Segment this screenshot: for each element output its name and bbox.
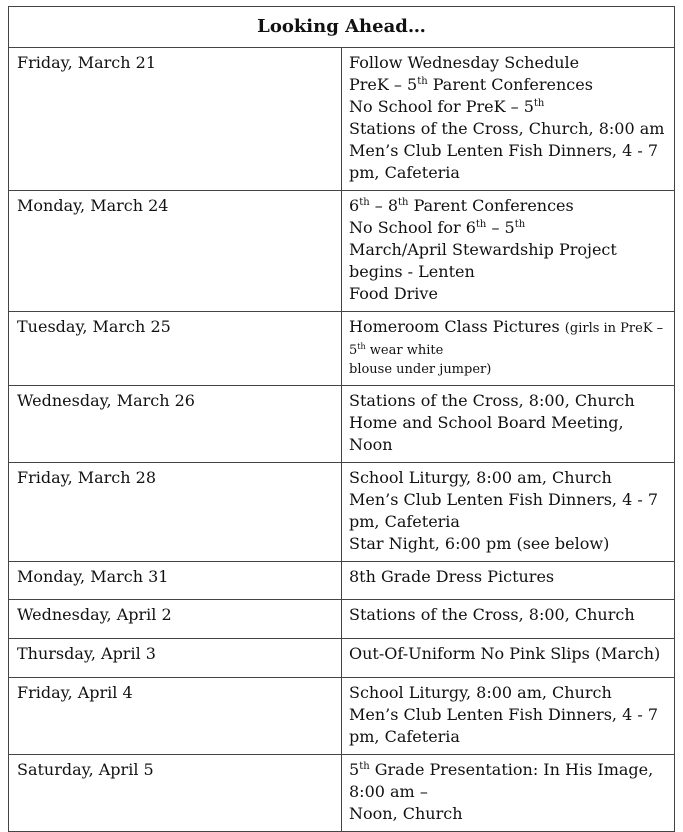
superscript: th	[533, 98, 545, 109]
event-line	[349, 74, 668, 96]
event-text: Parent Conferences	[408, 196, 574, 215]
table-row	[9, 191, 675, 312]
table-row	[9, 386, 675, 463]
event-text: 8th Grade Dress Pictures	[349, 567, 555, 586]
event-line	[349, 316, 668, 360]
event-text: Stations of the Cross, 8:00, Church	[349, 391, 635, 410]
event-text: Home and School Board Meeting, Noon	[349, 413, 624, 454]
date-cell: Friday, March 21	[9, 48, 342, 191]
superscript: th	[514, 219, 526, 230]
event-line	[349, 643, 668, 665]
superscript: th	[359, 761, 370, 772]
event-line	[349, 604, 668, 626]
event-text: 5	[349, 760, 360, 779]
event-line	[349, 412, 668, 456]
event-text: Out-Of-Uniform No Pink Slips (March)	[349, 644, 661, 663]
events-cell	[342, 463, 675, 562]
event-text: No School for 6	[349, 218, 476, 237]
events-cell	[342, 312, 675, 386]
event-line	[349, 217, 668, 239]
events-cell	[342, 600, 675, 639]
event-line	[349, 52, 668, 74]
event-text: blouse under jumper)	[349, 362, 492, 377]
event-text: PreK – 5	[349, 75, 418, 94]
table-row	[9, 463, 675, 562]
events-cell	[342, 386, 675, 463]
superscript: th	[398, 197, 409, 208]
event-text: Noon, Church	[349, 804, 463, 823]
table-row	[9, 678, 675, 755]
date-cell: Monday, March 31	[9, 562, 342, 600]
events-cell	[342, 562, 675, 600]
table-row	[9, 312, 675, 386]
schedule-table	[8, 6, 675, 832]
superscript: th	[475, 219, 487, 230]
date-cell: Thursday, April 3	[9, 639, 342, 678]
event-text: School Liturgy, 8:00 am, Church	[349, 468, 612, 487]
event-text: Stations of the Cross, Church, 8:00 am	[349, 119, 665, 138]
event-text: No School for PreK – 5	[349, 97, 534, 116]
event-text: Follow Wednesday Schedule	[349, 53, 580, 72]
event-text: School Liturgy, 8:00 am, Church	[349, 683, 612, 702]
events-cell	[342, 639, 675, 678]
events-cell	[342, 48, 675, 191]
event-text: March/April Stewardship Project begins - Lenten	[349, 240, 617, 281]
event-line	[349, 118, 668, 140]
table-row	[9, 639, 675, 678]
events-cell	[342, 678, 675, 755]
events-cell	[342, 191, 675, 312]
event-text: Food Drive	[349, 284, 438, 303]
event-line	[349, 283, 668, 305]
event-text: Men’s Club Lenten Fish Dinners, 4 - 7 pm, Cafeteria	[349, 490, 659, 531]
event-text: Star Night, 6:00 pm (see below)	[349, 534, 610, 553]
events-cell	[342, 755, 675, 832]
event-line	[349, 759, 668, 803]
event-line	[349, 239, 668, 283]
event-line	[349, 682, 668, 704]
event-note-text: wear white	[365, 343, 444, 358]
table-row	[9, 48, 675, 191]
event-line	[349, 566, 668, 588]
event-line	[349, 360, 668, 379]
event-line	[349, 96, 668, 118]
event-text: Stations of the Cross, 8:00, Church	[349, 605, 635, 624]
event-text: Parent Conferences	[427, 75, 593, 94]
date-cell: Friday, March 28	[9, 463, 342, 562]
date-cell: Saturday, April 5	[9, 755, 342, 832]
event-line	[349, 390, 668, 412]
event-text: Men’s Club Lenten Fish Dinners, 4 - 7 pm, Cafeteria	[349, 141, 659, 182]
event-text: – 5	[486, 218, 515, 237]
date-cell: Wednesday, April 2	[9, 600, 342, 639]
date-cell: Wednesday, March 26	[9, 386, 342, 463]
date-cell: Friday, April 4	[9, 678, 342, 755]
event-text: 6	[349, 196, 360, 215]
table-row	[9, 562, 675, 600]
event-line	[349, 704, 668, 748]
date-cell: Monday, March 24	[9, 191, 342, 312]
event-text: Grade Presentation: In His Image, 8:00 am –	[349, 760, 654, 801]
event-note-text: (girls in PreK – 5	[349, 321, 664, 358]
event-line	[349, 489, 668, 533]
event-line	[349, 140, 668, 184]
event-text: – 8	[369, 196, 399, 215]
event-text: Men’s Club Lenten Fish Dinners, 4 - 7 pm, Cafeteria	[349, 705, 659, 746]
event-line	[349, 533, 668, 555]
table-row	[9, 600, 675, 639]
table-title: Looking Ahead…	[9, 7, 675, 48]
event-line	[349, 467, 668, 489]
superscript: th	[417, 76, 428, 87]
event-line	[349, 803, 668, 825]
superscript: th	[357, 342, 366, 351]
table-row	[9, 755, 675, 832]
event-text: Homeroom Class Pictures	[349, 317, 565, 336]
event-line	[349, 195, 668, 217]
date-cell: Tuesday, March 25	[9, 312, 342, 386]
superscript: th	[359, 197, 370, 208]
